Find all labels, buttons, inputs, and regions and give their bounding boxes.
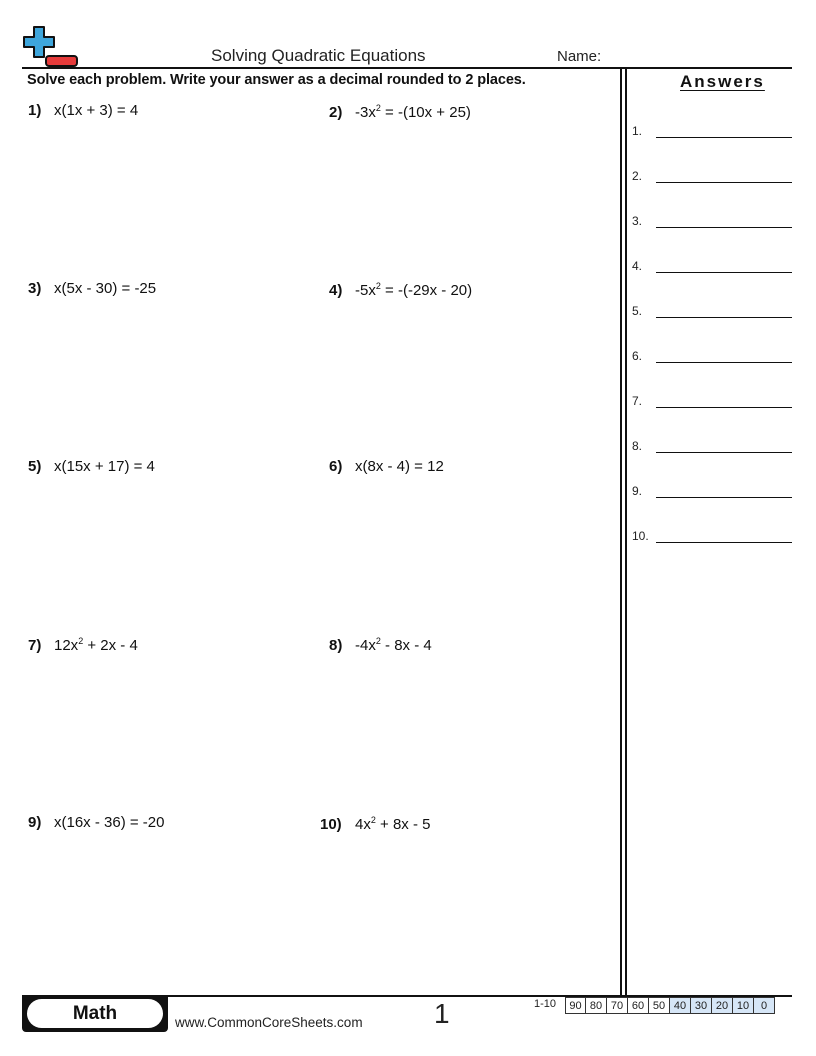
problem-equation: x(16x - 36) = -20 [54,814,165,831]
problem-1 [28,102,138,119]
problem-number: 1) [28,102,42,119]
problem-equation: x(1x + 3) = 4 [54,102,139,119]
column-divider-left [620,67,622,996]
answer-number: 4. [632,259,643,273]
problem-number: 5) [28,458,42,475]
score-cell: 40 [669,997,691,1014]
score-cell: 50 [648,997,670,1014]
score-cell: 70 [606,997,628,1014]
problem-10 [320,816,430,833]
header-divider [22,67,792,69]
problem-number: 6) [329,458,343,475]
answer-number: 3. [632,214,643,228]
score-cell: 10 [732,997,754,1014]
answer-number: 1. [632,124,643,138]
answer-number: 6. [632,349,643,363]
problem-equation: $-5x^2 = -(-29x - 20)$ [355,281,473,299]
answer-line-9[interactable] [632,484,792,500]
answer-line-4[interactable] [632,259,792,275]
answer-number: 8. [632,439,643,453]
problem-6 [329,458,444,475]
subject-badge-label: Math [27,999,163,1028]
answer-number: 5. [632,304,643,318]
problem-9 [28,814,164,831]
score-cell: 30 [690,997,712,1014]
problem-equation: x(8x - 4) = 12 [355,458,444,475]
problem-7 [28,637,138,654]
problem-2 [329,104,471,121]
problem-5 [28,458,155,475]
problem-number: 7) [28,637,42,654]
name-label: Name: [557,48,602,65]
score-cell: 0 [753,997,775,1014]
answer-line-2[interactable] [632,169,792,185]
subject-badge [22,997,168,1032]
problem-number: 2) [329,104,343,121]
score-range-label: 1-10 [534,998,557,1010]
answer-line-7[interactable] [632,394,792,410]
answer-number: 2. [632,169,643,183]
problem-number: 3) [28,280,42,297]
problem-number: 9) [28,814,42,831]
answer-line-3[interactable] [632,214,792,230]
problem-number: 8) [329,637,343,654]
website-link[interactable]: www.CommonCoreSheets.com [175,1015,363,1030]
problem-8 [329,637,432,654]
problem-equation: $-4x^2 - 8x - 4$ [355,636,432,654]
score-cell: 80 [585,997,607,1014]
instructions: Solve each problem. Write your answer as a decimal rounded to 2 places. [27,72,526,88]
answer-line-6[interactable] [632,349,792,365]
worksheet-title: Solving Quadratic Equations [211,46,426,65]
column-divider-right [625,67,627,996]
page-number: 1 [434,998,450,1029]
score-table [565,997,775,1014]
problem-4 [329,282,472,299]
answer-number: 7. [632,394,643,408]
problem-number: 4) [329,282,343,299]
score-cell: 90 [565,997,586,1014]
answer-line-5[interactable] [632,304,792,320]
answer-line-1[interactable] [632,124,792,140]
score-cell: 60 [627,997,649,1014]
problem-equation: $12x^2 + 2x - 4$ [54,636,138,654]
score-cell: 20 [711,997,733,1014]
problem-equation: $4x^2 + 8x - 5$ [355,815,431,833]
problem-number: 10) [320,816,342,833]
answer-number: 9. [632,484,643,498]
answer-number: 10. [632,529,649,543]
problem-equation: x(15x + 17) = 4 [54,458,155,475]
problem-3 [28,280,156,297]
answer-line-8[interactable] [632,439,792,455]
problem-equation: x(5x - 30) = -25 [54,280,157,297]
plus-minus-logo-icon [22,25,80,69]
answer-line-10[interactable] [632,529,792,545]
problem-equation: $-3x^2 = -(10x + 25)$ [355,103,471,121]
answers-heading: Answers [680,72,765,91]
